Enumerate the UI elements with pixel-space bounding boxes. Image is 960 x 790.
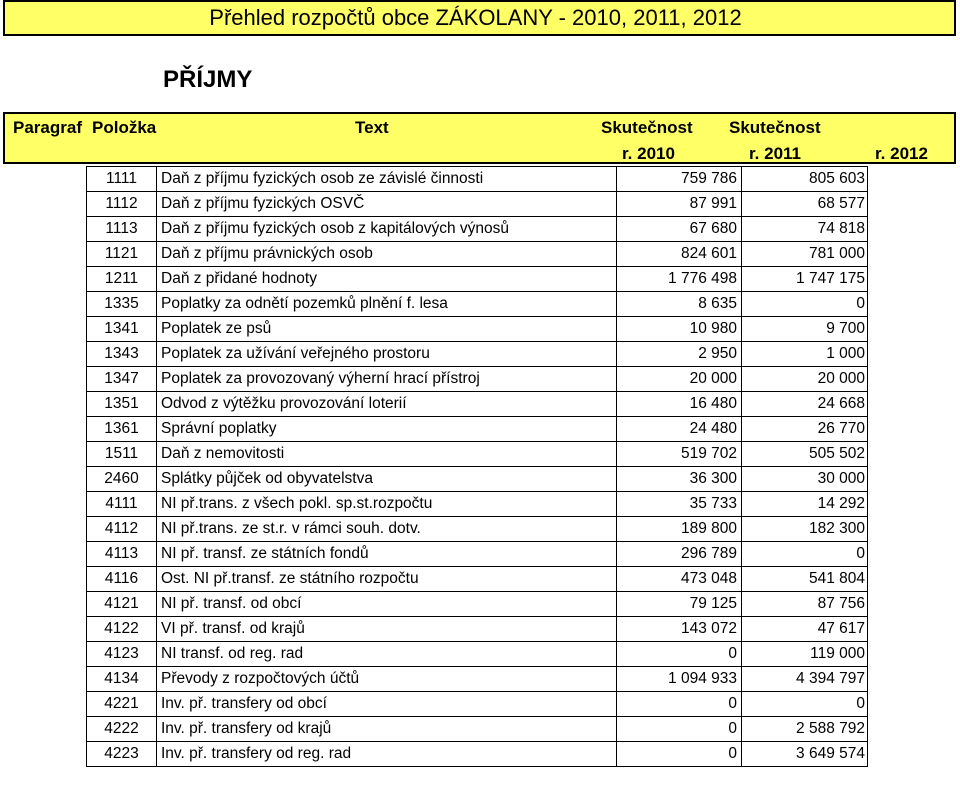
row-value-2011: 119 000	[742, 642, 868, 667]
row-value-2010: 8 635	[617, 292, 742, 317]
row-value-2010: 189 800	[617, 517, 742, 542]
table-header	[3, 112, 956, 164]
row-value-2011: 4 394 797	[742, 667, 868, 692]
col-header-skutecnost-2011: Skutečnost	[729, 118, 821, 137]
row-paragraf: 1351	[87, 392, 157, 417]
row-text: Správní poplatky	[157, 417, 617, 442]
row-value-2010: 2 950	[617, 342, 742, 367]
table-row	[87, 317, 868, 342]
row-paragraf: 1511	[87, 442, 157, 467]
row-text: Převody z rozpočtových účtů	[157, 667, 617, 692]
row-text: Daň z nemovitosti	[157, 442, 617, 467]
row-value-2011: 505 502	[742, 442, 868, 467]
row-paragraf: 1341	[87, 317, 157, 342]
table-row	[87, 467, 868, 492]
row-value-2010: 1 776 498	[617, 267, 742, 292]
row-text: NI př. transf. ze státních fondů	[157, 542, 617, 567]
income-table	[86, 166, 868, 767]
table-row	[87, 217, 868, 242]
row-value-2011: 0	[742, 542, 868, 567]
col-header-polozka: Položka	[92, 118, 157, 137]
row-value-2010: 0	[617, 742, 742, 767]
table-row	[87, 492, 868, 517]
table-row	[87, 642, 868, 667]
title-banner	[3, 0, 956, 36]
row-paragraf: 4112	[87, 517, 157, 542]
table-row	[87, 692, 868, 717]
row-text: Daň z příjmu právnických osob	[157, 242, 617, 267]
row-value-2010: 79 125	[617, 592, 742, 617]
row-value-2010: 67 680	[617, 217, 742, 242]
row-text: Daň z příjmu fyzických OSVČ	[157, 192, 617, 217]
col-header-year-2012: r. 2012	[875, 144, 928, 163]
row-value-2011: 9 700	[742, 317, 868, 342]
row-paragraf: 1121	[87, 242, 157, 267]
row-value-2010: 143 072	[617, 617, 742, 642]
section-title: PŘÍJMY	[163, 66, 253, 93]
row-paragraf: 4116	[87, 567, 157, 592]
row-value-2011: 0	[742, 692, 868, 717]
row-text: Ost. NI př.transf. ze státního rozpočtu	[157, 567, 617, 592]
col-header-paragraf: Paragraf	[13, 118, 82, 137]
col-header-year-2011: r. 2011	[749, 144, 802, 163]
col-header-text: Text	[355, 118, 389, 137]
row-value-2010: 16 480	[617, 392, 742, 417]
table-row	[87, 742, 868, 767]
row-value-2011: 3 649 574	[742, 742, 868, 767]
row-text: NI př. transf. od obcí	[157, 592, 617, 617]
row-value-2010: 296 789	[617, 542, 742, 567]
row-value-2010: 759 786	[617, 167, 742, 192]
row-value-2011: 68 577	[742, 192, 868, 217]
row-paragraf: 4123	[87, 642, 157, 667]
row-text: NI transf. od reg. rad	[157, 642, 617, 667]
row-value-2010: 0	[617, 692, 742, 717]
row-value-2011: 1 000	[742, 342, 868, 367]
row-text: NI př.trans. ze st.r. v rámci souh. dotv.	[157, 517, 617, 542]
table-row	[87, 242, 868, 267]
row-value-2011: 2 588 792	[742, 717, 868, 742]
row-value-2011: 30 000	[742, 467, 868, 492]
page-title: Přehled rozpočtů obce ZÁKOLANY - 2010, 2011, 2012	[209, 5, 742, 30]
table-row	[87, 592, 868, 617]
row-paragraf: 1361	[87, 417, 157, 442]
table-row	[87, 392, 868, 417]
row-value-2011: 781 000	[742, 242, 868, 267]
row-paragraf: 1111	[87, 167, 157, 192]
col-header-year-2010: r. 2010	[622, 144, 675, 163]
row-value-2010: 10 980	[617, 317, 742, 342]
row-paragraf: 1112	[87, 192, 157, 217]
row-value-2011: 0	[742, 292, 868, 317]
table-row	[87, 442, 868, 467]
row-value-2010: 36 300	[617, 467, 742, 492]
row-value-2010: 519 702	[617, 442, 742, 467]
row-text: NI př.trans. z všech pokl. sp.st.rozpočtu	[157, 492, 617, 517]
table-row	[87, 167, 868, 192]
row-value-2011: 14 292	[742, 492, 868, 517]
row-value-2011: 26 770	[742, 417, 868, 442]
table-row	[87, 517, 868, 542]
row-text: Daň z přidané hodnoty	[157, 267, 617, 292]
row-paragraf: 1113	[87, 217, 157, 242]
row-value-2011: 1 747 175	[742, 267, 868, 292]
row-text: Inv. př. transfery od reg. rad	[157, 742, 617, 767]
row-paragraf: 1343	[87, 342, 157, 367]
row-text: Daň z příjmu fyzických osob z kapitálových výnosů	[157, 217, 617, 242]
col-header-skutecnost-2010: Skutečnost	[601, 118, 693, 137]
row-paragraf: 4223	[87, 742, 157, 767]
table-row	[87, 267, 868, 292]
table-row	[87, 342, 868, 367]
row-value-2010: 824 601	[617, 242, 742, 267]
row-paragraf: 4221	[87, 692, 157, 717]
row-text: VI př. transf. od krajů	[157, 617, 617, 642]
row-text: Poplatek ze psů	[157, 317, 617, 342]
row-value-2010: 87 991	[617, 192, 742, 217]
row-paragraf: 4122	[87, 617, 157, 642]
table-row	[87, 192, 868, 217]
row-value-2010: 473 048	[617, 567, 742, 592]
row-value-2011: 541 804	[742, 567, 868, 592]
row-paragraf: 2460	[87, 467, 157, 492]
row-paragraf: 4121	[87, 592, 157, 617]
row-text: Inv. př. transfery od obcí	[157, 692, 617, 717]
row-value-2010: 0	[617, 717, 742, 742]
row-value-2010: 0	[617, 642, 742, 667]
table-row	[87, 542, 868, 567]
row-value-2011: 24 668	[742, 392, 868, 417]
table-row	[87, 417, 868, 442]
table-row	[87, 667, 868, 692]
row-paragraf: 4134	[87, 667, 157, 692]
row-paragraf: 1335	[87, 292, 157, 317]
row-paragraf: 4222	[87, 717, 157, 742]
row-text: Splátky půjček od obyvatelstva	[157, 467, 617, 492]
row-text: Poplatek za užívání veřejného prostoru	[157, 342, 617, 367]
row-value-2011: 87 756	[742, 592, 868, 617]
table-row	[87, 292, 868, 317]
row-value-2011: 20 000	[742, 367, 868, 392]
table-row	[87, 717, 868, 742]
table-row	[87, 567, 868, 592]
row-value-2010: 35 733	[617, 492, 742, 517]
row-paragraf: 1347	[87, 367, 157, 392]
row-value-2010: 20 000	[617, 367, 742, 392]
row-paragraf: 1211	[87, 267, 157, 292]
row-value-2010: 24 480	[617, 417, 742, 442]
row-value-2011: 74 818	[742, 217, 868, 242]
table-row	[87, 617, 868, 642]
row-text: Daň z příjmu fyzických osob ze závislé činnosti	[157, 167, 617, 192]
row-text: Odvod z výtěžku provozování loterií	[157, 392, 617, 417]
row-paragraf: 4113	[87, 542, 157, 567]
row-value-2011: 47 617	[742, 617, 868, 642]
table-row	[87, 367, 868, 392]
row-value-2011: 805 603	[742, 167, 868, 192]
row-paragraf: 4111	[87, 492, 157, 517]
row-text: Poplatek za provozovaný výherní hrací přístroj	[157, 367, 617, 392]
row-value-2011: 182 300	[742, 517, 868, 542]
row-text: Poplatky za odnětí pozemků plnění f. lesa	[157, 292, 617, 317]
row-text: Inv. př. transfery od krajů	[157, 717, 617, 742]
row-value-2010: 1 094 933	[617, 667, 742, 692]
